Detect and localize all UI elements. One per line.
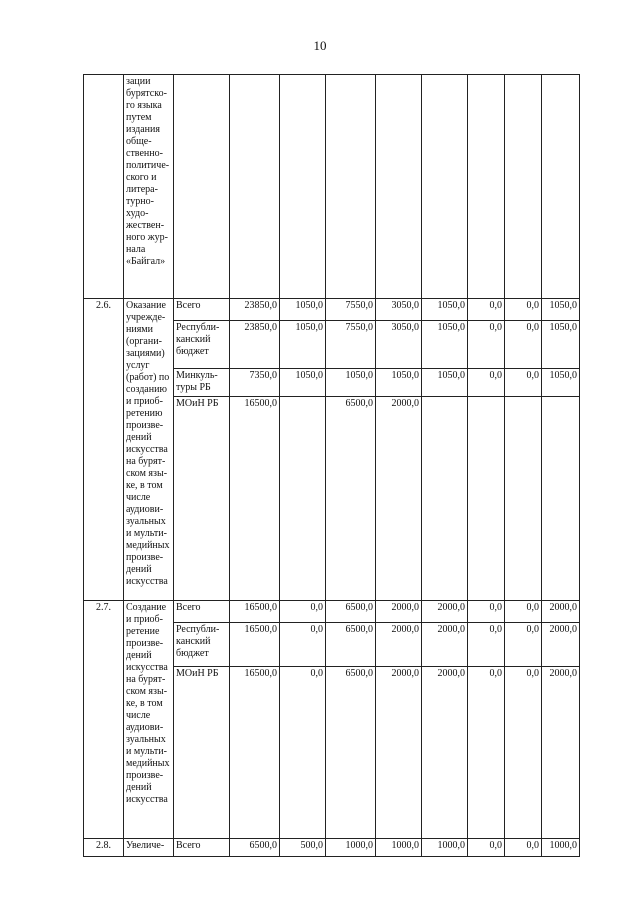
item-number-cell: 2.8. [84,839,124,857]
value-cell: 0,0 [280,667,326,839]
item-number-cell: 2.7. [84,601,124,839]
table-row [84,299,580,321]
table-body [84,75,580,857]
value-cell [422,397,468,601]
value-cell [542,75,580,299]
value-cell: 2000,0 [376,601,422,623]
source-cell: МОиН РБ [174,667,230,839]
value-cell: 23850,0 [230,321,280,369]
value-cell: 2000,0 [422,667,468,839]
value-cell [468,75,505,299]
value-cell: 1050,0 [542,299,580,321]
value-cell: 1050,0 [280,369,326,397]
value-cell: 0,0 [468,299,505,321]
value-cell: 1050,0 [422,299,468,321]
item-description-cell: Создание и приоб- ретение произве- дений искусства на бурят- ском язы- ке, в том числе аудиови- зуальных и мульти- медийных произве- дений искусства [124,601,174,839]
value-cell: 6500,0 [326,601,376,623]
value-cell [505,397,542,601]
value-cell: 0,0 [505,299,542,321]
value-cell: 1000,0 [542,839,580,857]
value-cell: 1050,0 [422,369,468,397]
value-cell: 1000,0 [422,839,468,857]
value-cell: 1000,0 [376,839,422,857]
value-cell: 2000,0 [422,601,468,623]
item-number-cell [84,75,124,299]
item-description-cell: Оказание учрежде- ниями (органи- зациями) услуг (работ) по созданию и приоб- ретению произве- дений искусства на бурят- ском язы- ке, в том числе аудиови- зуальных и мульти- медийных произве- дений искусства [124,299,174,601]
source-cell: МОиН РБ [174,397,230,601]
value-cell: 2000,0 [422,623,468,667]
value-cell: 7550,0 [326,321,376,369]
value-cell [326,75,376,299]
value-cell: 7350,0 [230,369,280,397]
value-cell: 0,0 [280,623,326,667]
value-cell: 7550,0 [326,299,376,321]
source-cell: Минкуль- туры РБ [174,369,230,397]
value-cell: 16500,0 [230,397,280,601]
value-cell: 2000,0 [542,667,580,839]
value-cell: 0,0 [505,623,542,667]
source-cell: Всего [174,839,230,857]
value-cell: 0,0 [505,369,542,397]
value-cell: 0,0 [468,839,505,857]
value-cell: 1050,0 [280,299,326,321]
value-cell: 0,0 [505,601,542,623]
value-cell: 0,0 [505,321,542,369]
value-cell: 0,0 [505,667,542,839]
value-cell: 0,0 [280,601,326,623]
value-cell: 16500,0 [230,667,280,839]
value-cell: 3050,0 [376,321,422,369]
budget-table [83,74,580,857]
value-cell: 1050,0 [280,321,326,369]
value-cell [376,75,422,299]
value-cell: 6500,0 [326,623,376,667]
value-cell: 1050,0 [326,369,376,397]
item-description-cell: зации бурятско- го языка путем издания обще- ственно- политиче- ского и литера- турно- худо- жествен- ного жур- нала «Байгал» [124,75,174,299]
source-cell: Всего [174,601,230,623]
item-description-cell: Увеличе- [124,839,174,857]
table-row [84,601,580,623]
page-number: 10 [313,38,327,53]
value-cell: 1000,0 [326,839,376,857]
value-cell [280,397,326,601]
source-cell: Республи- канский бюджет [174,623,230,667]
value-cell [280,75,326,299]
value-cell: 6500,0 [230,839,280,857]
value-cell: 23850,0 [230,299,280,321]
value-cell [505,75,542,299]
item-number-cell: 2.6. [84,299,124,601]
value-cell: 2000,0 [376,397,422,601]
value-cell: 1050,0 [542,369,580,397]
value-cell: 16500,0 [230,623,280,667]
value-cell: 6500,0 [326,667,376,839]
value-cell: 3050,0 [376,299,422,321]
source-cell: Всего [174,299,230,321]
value-cell: 0,0 [468,369,505,397]
value-cell: 6500,0 [326,397,376,601]
source-cell: Республи- канский бюджет [174,321,230,369]
value-cell: 0,0 [468,601,505,623]
value-cell [542,397,580,601]
table-row [84,839,580,857]
value-cell [230,75,280,299]
value-cell [468,397,505,601]
source-cell [174,75,230,299]
value-cell: 2000,0 [542,601,580,623]
value-cell: 0,0 [468,321,505,369]
value-cell: 1050,0 [376,369,422,397]
table-row [84,75,580,299]
value-cell: 0,0 [468,667,505,839]
value-cell: 2000,0 [376,623,422,667]
value-cell: 16500,0 [230,601,280,623]
value-cell: 0,0 [505,839,542,857]
value-cell: 1050,0 [422,321,468,369]
value-cell: 2000,0 [542,623,580,667]
value-cell: 2000,0 [376,667,422,839]
value-cell [422,75,468,299]
value-cell: 500,0 [280,839,326,857]
value-cell: 0,0 [468,623,505,667]
value-cell: 1050,0 [542,321,580,369]
